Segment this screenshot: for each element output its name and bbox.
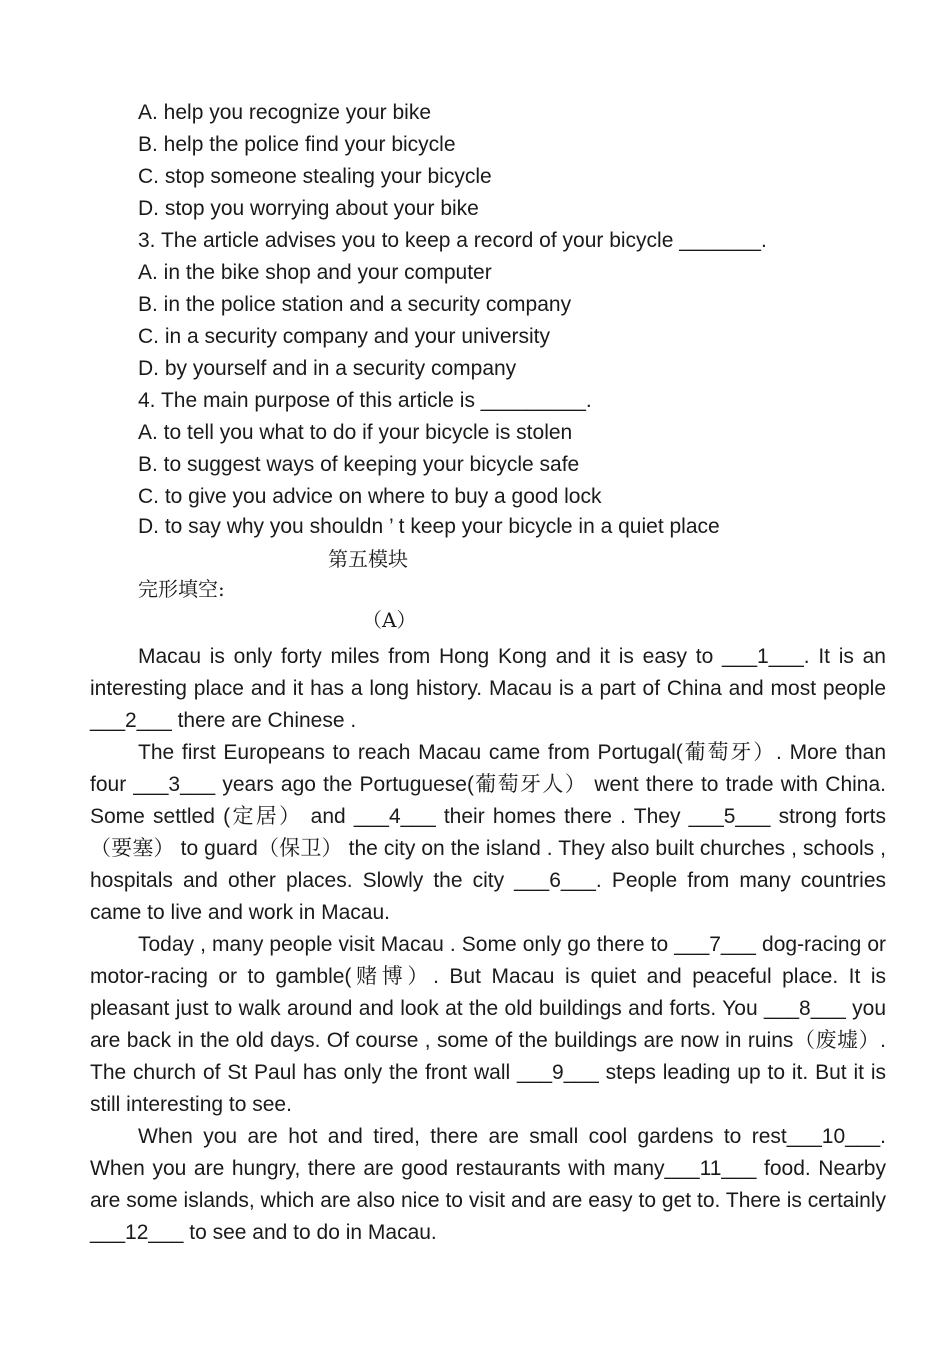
option-line: B. help the police find your bicycle [138,133,456,156]
option-line: C. in a security company and your university [138,325,551,348]
option-line: C. to give you advice on where to buy a good lock [138,485,602,508]
option-line: C. stop someone stealing your bicycle [138,165,492,188]
option-line: B. to suggest ways of keeping your bicycle safe [138,453,580,476]
option-line: A. help you recognize your bike [138,101,432,124]
passage-body [90,641,886,1249]
paragraph: Macau is only forty miles from Hong Kong and it is easy to ___1___. It is an interesting place and it has a long history. Macau is a part of China and most people ___2___ there are Chinese . [90,645,886,732]
paragraph: The first Europeans to reach Macau came from Portugal(葡萄牙）. More than four ___3___ years ago the Portuguese(葡萄牙人） went there to trade with China. Some settled (定居） and ___4___ their homes there . They ___5___ strong forts（要塞） to guard（保卫） the city on the island . They also built churches , schools , hospitals and other places. Slowly the city ___6___. People from many countries came to live and work in Macau. [90,741,886,924]
section-label: 完形填空: [138,577,225,601]
option-line: D. by yourself and in a security company [138,357,517,380]
option-line: A. in the bike shop and your computer [138,261,492,284]
paragraph: Today , many people visit Macau . Some only go there to ___7___ dog-racing or motor-racing or to gamble(赌博）. But Macau is quiet and peaceful place. It is pleasant just to walk around and look at the old buildings and forts. You ___8___ you are back in the old days. Of course , some of the buildings are now in ruins（废墟）. The church of St Paul has only the front wall ___9___ steps leading up to it. But it is still interesting to see. [90,933,886,1116]
paragraph: When you are hot and tired, there are small cool gardens to rest___10___. When you are hungry, there are good restaurants with many___11___ food. Nearby are some islands, which are also nice to visit and are easy to get to. There is certainly ___12___ to see and to do in Macau. [90,1125,886,1244]
option-line: D. stop you worrying about your bike [138,197,479,220]
module-title: 第五模块 [328,547,408,571]
option-line: B. in the police station and a security company [138,293,572,316]
question-line: 3. The article advises you to keep a record of your bicycle _______. [138,229,767,252]
question-line: 4. The main purpose of this article is _________. [138,389,592,412]
option-line: A. to tell you what to do if your bicycle is stolen [138,421,573,444]
option-line: D. to say why you shouldn ’ t keep your bicycle in a quiet place [138,515,720,538]
passage-label: （A） [362,608,417,632]
